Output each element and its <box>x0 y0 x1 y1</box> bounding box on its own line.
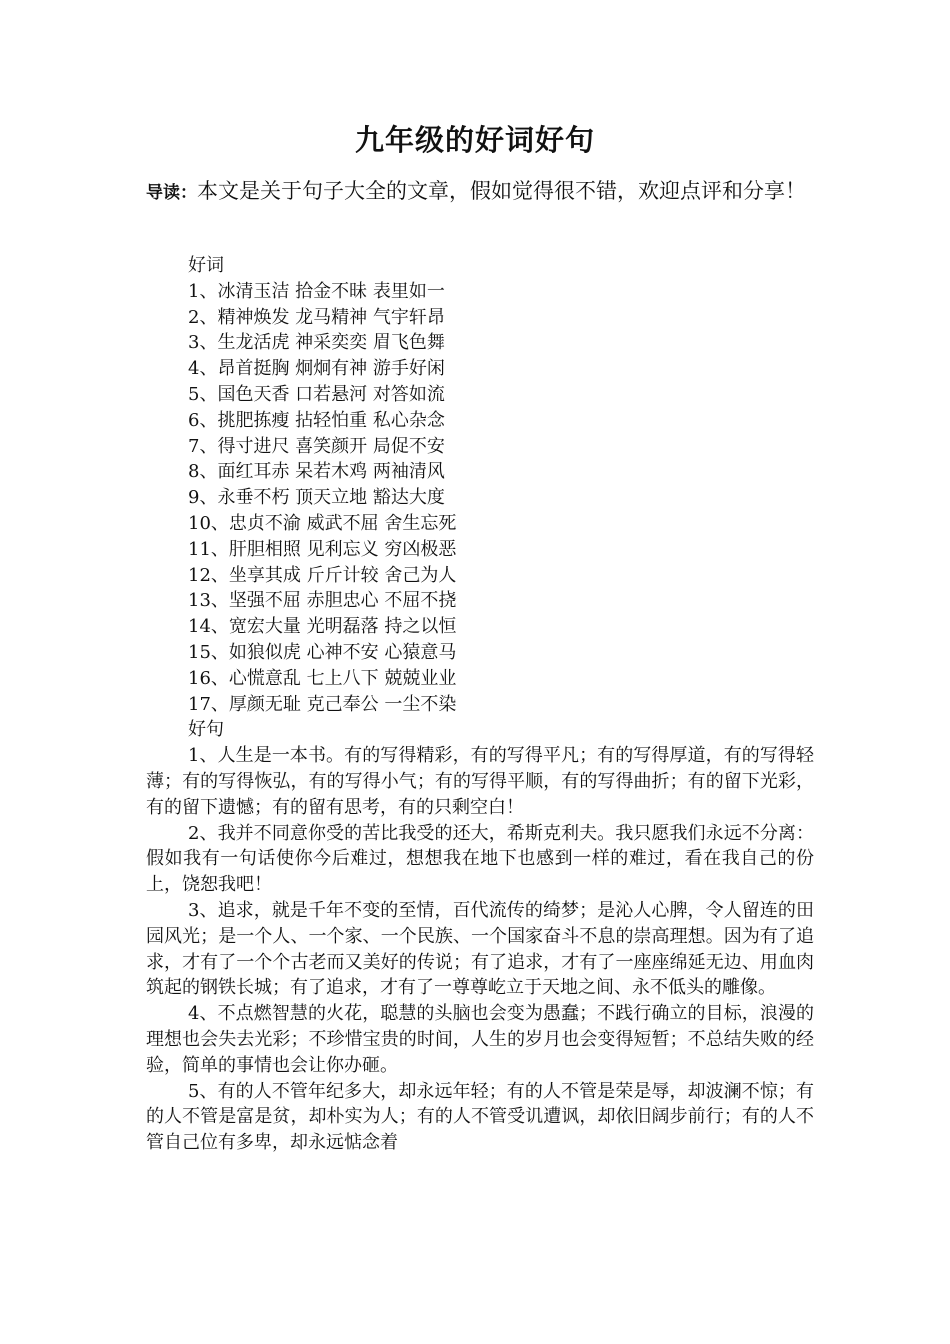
word-item: 3、生龙活虎 神采奕奕 眉飞色舞 <box>188 332 445 354</box>
sentences-list <box>146 743 814 1156</box>
words-list <box>146 279 814 718</box>
word-item: 8、面红耳赤 呆若木鸡 两袖清风 <box>188 461 445 483</box>
word-item: 12、坐享其成 斤斤计较 舍己为人 <box>188 564 457 586</box>
word-item: 1、冰清玉洁 拾金不昧 表里如一 <box>188 280 445 302</box>
word-item: 6、挑肥拣瘦 拈轻怕重 私心杂念 <box>188 409 445 431</box>
word-item: 7、得寸进尺 喜笑颜开 局促不安 <box>188 435 445 457</box>
document-body <box>146 253 814 1156</box>
intro-paragraph <box>146 176 811 209</box>
word-item: 4、昂首挺胸 炯炯有神 游手好闲 <box>188 358 445 380</box>
sentence-paragraph: 5、有的人不管年纪多大，却永远年轻；有的人不管是荣是辱，却波澜不惊；有的人不管是富是贫，却朴实为人；有的人不管受讥遭讽，却依旧阔步前行；有的人不管自己位有多卑，却永远惦念着 <box>146 1080 814 1154</box>
word-item: 11、肝胆相照 见利忘义 穷凶极恶 <box>188 538 457 560</box>
sentence-paragraph: 4、不点燃智慧的火花，聪慧的头脑也会变为愚蠢；不践行确立的目标，浪漫的理想也会失去光彩；不珍惜宝贵的时间，人生的岁月也会变得短暂；不总结失败的经验，简单的事情也会让你办砸。 <box>146 1003 814 1076</box>
word-item: 13、坚强不屈 赤胆忠心 不屈不挠 <box>188 590 457 612</box>
words-heading: 好词 <box>188 255 224 276</box>
word-item: 14、宽宏大量 光明磊落 持之以恒 <box>188 616 457 638</box>
word-item: 17、厚颜无耻 克己奉公 一尘不染 <box>188 693 457 715</box>
intro-text: 本文是关于句子大全的文章，假如觉得很不错，欢迎点评和分享！ <box>197 179 806 203</box>
sentence-paragraph: 2、我并不同意你受的苦比我受的还大，希斯克利夫。我只愿我们永远不分离：假如我有一句话使你今后难过，想想我在地下也感到一样的难过，看在我自己的份上，饶恕我吧！ <box>146 822 814 896</box>
sentence-paragraph: 1、人生是一本书。有的写得精彩，有的写得平凡；有的写得厚道，有的写得轻薄；有的写得恢弘，有的写得小气；有的写得平顺，有的写得曲折；有的留下光彩，有的留下遗憾；有的留有思考，有的只剩空白！ <box>146 745 814 818</box>
word-item: 10、忠贞不渝 威武不屈 舍生忘死 <box>188 512 457 534</box>
word-item: 2、精神焕发 龙马精神 气宇轩昂 <box>188 306 445 328</box>
word-item: 16、心慌意乱 七上八下 兢兢业业 <box>188 667 457 689</box>
word-item: 15、如狼似虎 心神不安 心猿意马 <box>188 641 457 663</box>
sentences-heading: 好句 <box>188 719 224 741</box>
document-title: 九年级的好词好句 <box>354 123 595 157</box>
word-item: 9、永垂不朽 顶天立地 豁达大度 <box>188 487 445 509</box>
sentence-paragraph: 3、追求，就是千年不变的至情，百代流传的绮梦；是沁人心脾，令人留连的田园风光；是一个人、一个家、一个民族、一个国家奋斗不息的崇高理想。因为有了追求，才有了一个个古老而又美好的传说；有了追求，才有了一座座绵延无边、用血肉筑起的钢铁长城；有了追求，才有了一尊尊屹立于天地之间、永不低头的雕像。 <box>146 899 814 999</box>
intro-label: 导读： <box>146 183 197 203</box>
word-item: 5、国色天香 口若悬河 对答如流 <box>188 383 445 405</box>
